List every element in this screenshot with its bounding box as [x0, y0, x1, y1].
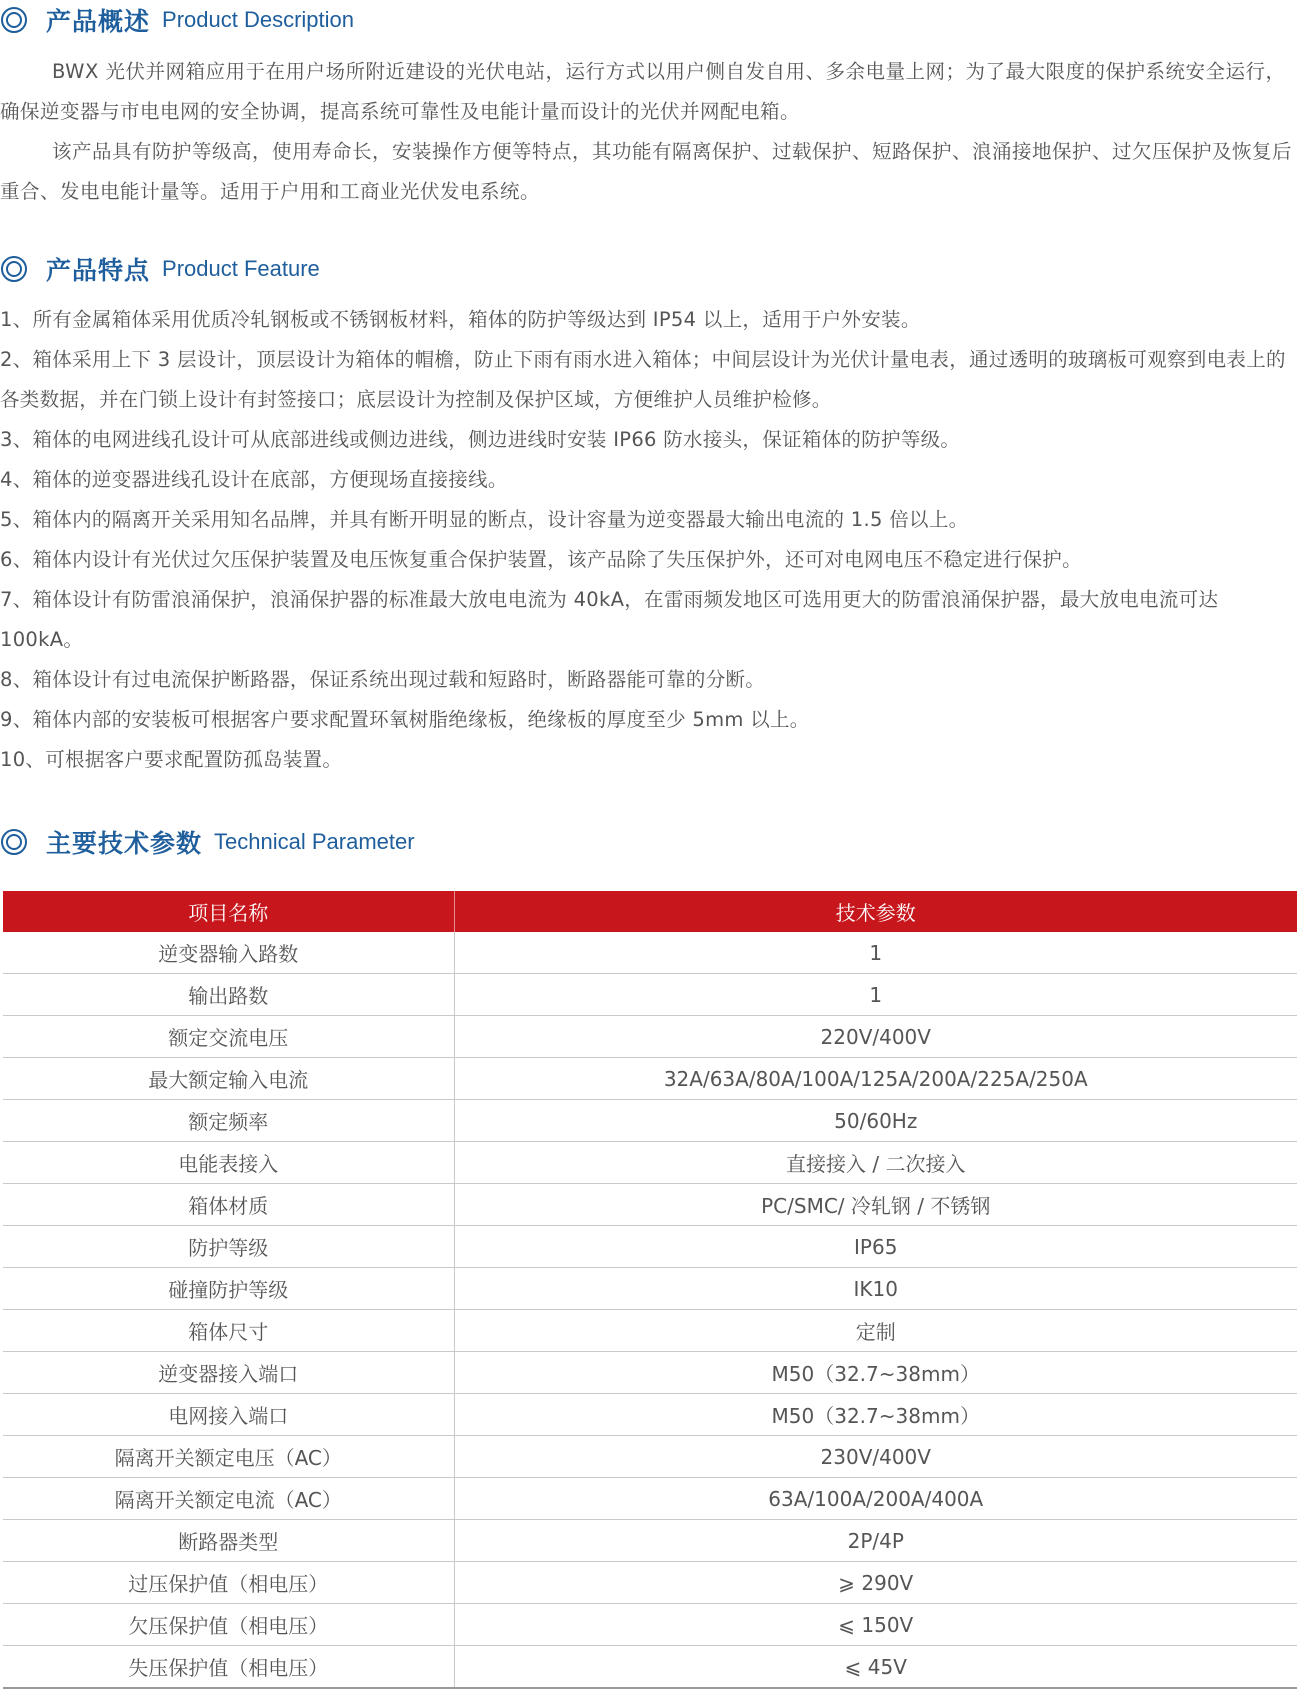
- param-name-cell: 最大额定输入电流: [3, 1058, 454, 1100]
- param-value-cell: 230V/400V: [454, 1436, 1297, 1478]
- param-name-cell: 断路器类型: [3, 1520, 454, 1562]
- table-row: [3, 1352, 1297, 1394]
- section-title-cn: 产品概述: [46, 7, 151, 36]
- param-name-cell: 额定频率: [3, 1100, 454, 1142]
- table-row: [3, 1058, 1297, 1100]
- table-row: [3, 1226, 1297, 1268]
- param-value-cell: 直接接入 / 二次接入: [454, 1142, 1297, 1184]
- description-paragraph: 该产品具有防护等级高，使用寿命长，安装操作方便等特点，其功能有隔离保护、过载保护、短路保护、浪涌接地保护、过欠压保护及恢复后重合、发电电能计量等。适用于户用和工商业光伏发电系统。: [0, 140, 1293, 203]
- feature-item: 5、箱体内的隔离开关采用知名品牌，并具有断开明显的断点，设计容量为逆变器最大输出电流的 1.5 倍以上。: [0, 508, 969, 531]
- feature-item: 4、箱体的逆变器进线孔设计在底部，方便现场直接接线。: [0, 468, 508, 491]
- table-row: [3, 1520, 1297, 1562]
- param-name-cell: 欠压保护值（相电压）: [3, 1604, 454, 1646]
- param-name-cell: 防护等级: [3, 1226, 454, 1268]
- param-value-cell: ⩾ 290V: [454, 1562, 1297, 1604]
- param-value-cell: 63A/100A/200A/400A: [454, 1478, 1297, 1520]
- feature-item: 6、箱体内设计有光伏过欠压保护装置及电压恢复重合保护装置，该产品除了失压保护外，还可对电网电压不稳定进行保护。: [0, 548, 1082, 571]
- param-value-cell: IK10: [454, 1268, 1297, 1310]
- param-name-cell: 电能表接入: [3, 1142, 454, 1184]
- section-title-en: Product Description: [162, 7, 354, 32]
- param-value-cell: 2P/4P: [454, 1520, 1297, 1562]
- param-name-cell: 碰撞防护等级: [3, 1268, 454, 1310]
- feature-item: 7、箱体设计有防雷浪涌保护，浪涌保护器的标准最大放电电流为 40kA，在雷雨频发地区可选用更大的防雷浪涌保护器，最大放电电流可达 100kA。: [0, 588, 1219, 651]
- section-header-description: [0, 2, 354, 38]
- section-title-en: Technical Parameter: [214, 829, 415, 854]
- param-name-cell: 隔离开关额定电压（AC）: [3, 1436, 454, 1478]
- param-name-cell: 逆变器输入路数: [3, 932, 454, 974]
- feature-item: 10、可根据客户要求配置防孤岛装置。: [0, 748, 343, 771]
- description-paragraph: BWX 光伏并网箱应用于在用户场所附近建设的光伏电站，运行方式以用户侧自发自用、多余电量上网；为了最大限度的保护系统安全运行，确保逆变器与市电电网的安全协调，提高系统可靠性及电能计量而设计的光伏并网配电箱。: [0, 60, 1286, 123]
- param-name-cell: 过压保护值（相电压）: [3, 1562, 454, 1604]
- param-value-cell: M50（32.7~38mm）: [454, 1352, 1297, 1394]
- feature-list: [0, 300, 1295, 780]
- section-title-cn: 产品特点: [46, 256, 151, 285]
- table-row: [3, 1016, 1297, 1058]
- section-header-technical: [0, 824, 415, 860]
- table-header-row: [3, 891, 1297, 932]
- table-row: [3, 1184, 1297, 1226]
- param-value-cell: 1: [454, 932, 1297, 974]
- table-header-parameter: 技术参数: [454, 891, 1297, 932]
- feature-item: 2、箱体采用上下 3 层设计，顶层设计为箱体的帽檐，防止下雨有雨水进入箱体；中间层设计为光伏计量电表，通过透明的玻璃板可观察到电表上的各类数据，并在门锁上设计有封签接口；底层设计为控制及保护区域，方便维护人员维护检修。: [0, 348, 1286, 411]
- param-value-cell: PC/SMC/ 冷轧钢 / 不锈钢: [454, 1184, 1297, 1226]
- param-name-cell: 额定交流电压: [3, 1016, 454, 1058]
- param-name-cell: 箱体材质: [3, 1184, 454, 1226]
- table-row: [3, 1604, 1297, 1646]
- param-name-cell: 隔离开关额定电流（AC）: [3, 1478, 454, 1520]
- double-circle-icon: [0, 255, 36, 283]
- double-circle-icon: [0, 828, 36, 856]
- param-name-cell: 输出路数: [3, 974, 454, 1016]
- section-header-feature: [0, 251, 320, 287]
- param-value-cell: 32A/63A/80A/100A/125A/200A/225A/250A: [454, 1058, 1297, 1100]
- table-row: [3, 1478, 1297, 1520]
- feature-item: 8、箱体设计有过电流保护断路器，保证系统出现过载和短路时，断路器能可靠的分断。: [0, 668, 766, 691]
- table-row: [3, 1100, 1297, 1142]
- table-row: [3, 932, 1297, 974]
- param-value-cell: 1: [454, 974, 1297, 1016]
- param-value-cell: ⩽ 150V: [454, 1604, 1297, 1646]
- param-value-cell: IP65: [454, 1226, 1297, 1268]
- table-row: [3, 1646, 1297, 1689]
- feature-item: 3、箱体的电网进线孔设计可从底部进线或侧边进线，侧边进线时安装 IP66 防水接头，保证箱体的防护等级。: [0, 428, 961, 451]
- table-header-item-name: 项目名称: [3, 891, 454, 932]
- feature-item: 9、箱体内部的安装板可根据客户要求配置环氧树脂绝缘板，绝缘板的厚度至少 5mm 以上。: [0, 708, 810, 731]
- table-row: [3, 1310, 1297, 1352]
- table-row: [3, 1394, 1297, 1436]
- section-title-cn: 主要技术参数: [46, 829, 203, 858]
- param-value-cell: ⩽ 45V: [454, 1646, 1297, 1689]
- section-title-en: Product Feature: [162, 256, 320, 281]
- param-value-cell: 220V/400V: [454, 1016, 1297, 1058]
- table-row: [3, 1268, 1297, 1310]
- param-name-cell: 失压保护值（相电压）: [3, 1646, 454, 1689]
- param-name-cell: 逆变器接入端口: [3, 1352, 454, 1394]
- feature-item: 1、所有金属箱体采用优质冷轧钢板或不锈钢板材料，箱体的防护等级达到 IP54 以上，适用于户外安装。: [0, 308, 921, 331]
- param-name-cell: 箱体尺寸: [3, 1310, 454, 1352]
- param-value-cell: M50（32.7~38mm）: [454, 1394, 1297, 1436]
- param-value-cell: 定制: [454, 1310, 1297, 1352]
- table-row: [3, 1436, 1297, 1478]
- technical-parameter-table: [3, 891, 1297, 1689]
- table-row: [3, 1562, 1297, 1604]
- param-name-cell: 电网接入端口: [3, 1394, 454, 1436]
- table-row: [3, 1142, 1297, 1184]
- table-row: [3, 974, 1297, 1016]
- param-value-cell: 50/60Hz: [454, 1100, 1297, 1142]
- double-circle-icon: [0, 6, 36, 34]
